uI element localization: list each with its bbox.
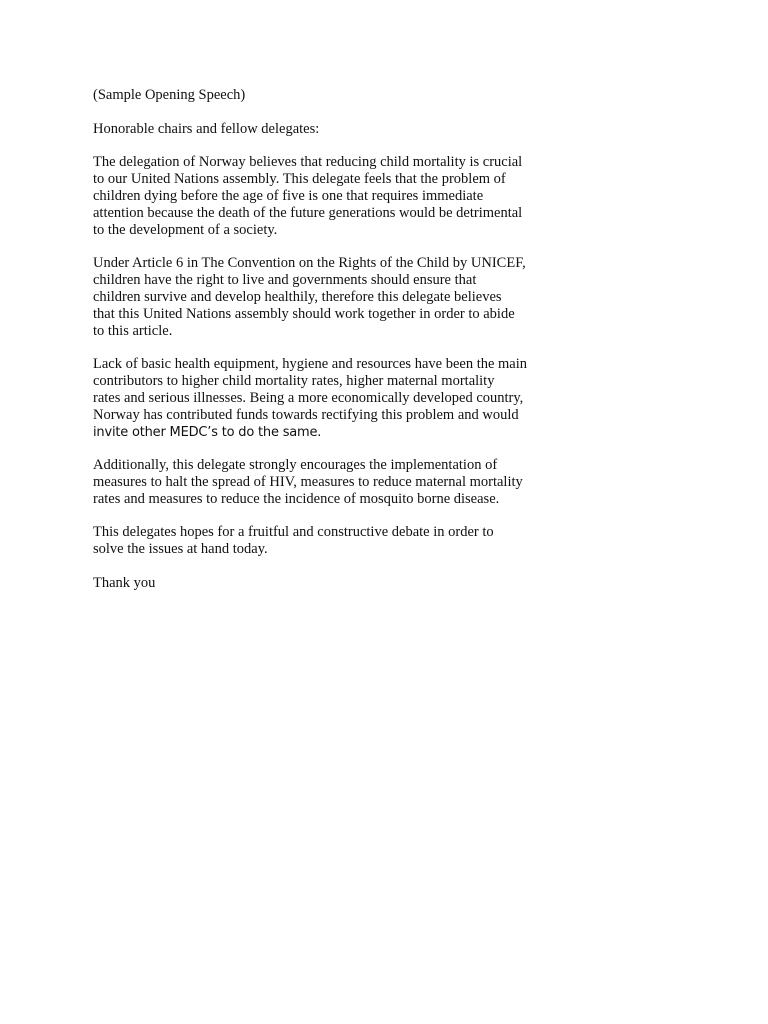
text-line: to this article. (93, 323, 173, 339)
text-line: Thank you (93, 575, 156, 591)
text-line: measures to halt the spread of HIV, measures to reduce maternal mortality (93, 474, 523, 490)
paragraph-2 (93, 255, 573, 340)
text-line: rates and serious illnesses. Being a more economically developed country, (93, 390, 524, 406)
speech-closing (93, 575, 573, 592)
text-line: attention because the death of the future generations would be detrimental (93, 205, 523, 221)
text-line: Additionally, this delegate strongly encourages the implementation of (93, 457, 498, 473)
speech-heading (93, 87, 573, 104)
text-line: that this United Nations assembly should work together in order to abide (93, 306, 515, 322)
speech-salutation (93, 121, 573, 138)
paragraph-5 (93, 524, 573, 558)
text-line: to our United Nations assembly. This delegate feels that the problem of (93, 171, 506, 187)
paragraph-3 (93, 356, 573, 441)
text-line: to the development of a society. (93, 222, 278, 238)
text-line: The delegation of Norway believes that reducing child mortality is crucial (93, 154, 523, 170)
paragraph-1 (93, 154, 573, 239)
text-line: Lack of basic health equipment, hygiene and resources have been the main (93, 356, 528, 372)
text-line: children have the right to live and governments should ensure that (93, 272, 477, 288)
text-line: contributors to higher child mortality rates, higher maternal mortality (93, 373, 495, 389)
text-line: Norway has contributed funds towards rectifying this problem and would (93, 407, 519, 423)
text-line: This delegates hopes for a fruitful and constructive debate in order to (93, 524, 494, 540)
paragraph-4 (93, 457, 573, 508)
text-line: solve the issues at hand today. (93, 541, 268, 557)
text-line: children survive and develop healthily, therefore this delegate believes (93, 289, 502, 305)
text-line: Honorable chairs and fellow delegates: (93, 121, 320, 137)
text-line: children dying before the age of five is one that requires immediate (93, 188, 484, 204)
text-line: rates and measures to reduce the incidence of mosquito borne disease. (93, 491, 500, 507)
text-line: (Sample Opening Speech) (93, 87, 246, 103)
text-line: Under Article 6 in The Convention on the Rights of the Child by UNICEF, (93, 255, 526, 271)
text-line: invite other MEDC’s to do the same. (93, 425, 322, 440)
